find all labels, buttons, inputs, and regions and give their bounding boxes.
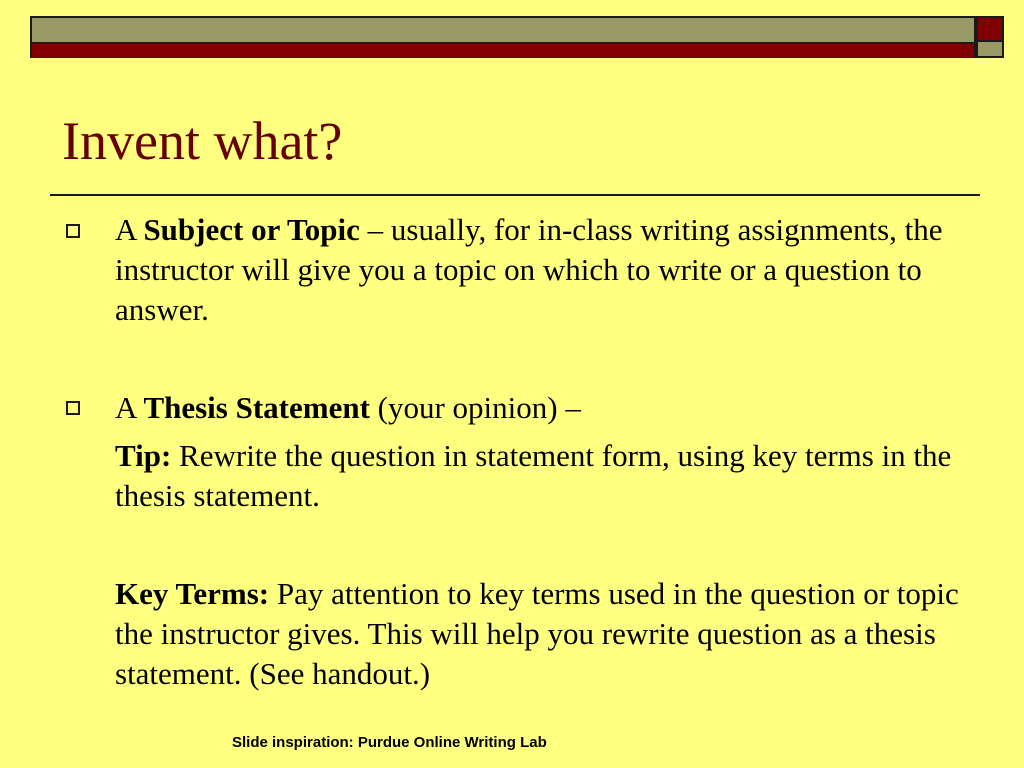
corner-square-top	[976, 16, 1004, 42]
slide-title: Invent what?	[62, 111, 343, 171]
header-band-bottom	[32, 44, 974, 58]
tip-label: Tip:	[115, 438, 172, 473]
title-divider	[50, 194, 980, 196]
bullet-square-icon	[66, 401, 80, 415]
bullet-thesis-statement	[115, 388, 975, 428]
key-terms-label: Key Terms:	[115, 576, 270, 611]
key-terms-paragraph	[115, 574, 975, 694]
bullet1-bold: Subject or Topic	[143, 212, 360, 247]
key-terms-text: Pay attention to key terms used in the question or topic the instructor gives. This will help you rewrite question as a thesis statement. (See handout.)	[115, 576, 959, 691]
tip-paragraph	[115, 436, 975, 516]
corner-square-bottom	[976, 40, 1004, 58]
bullet2-prefix: A	[115, 390, 144, 425]
header-band-top	[32, 18, 974, 44]
bullet-subject-topic	[115, 210, 975, 330]
bullet2-text: (your opinion) –	[369, 390, 581, 425]
bullet1-text: – usually, for in-class writing assignments, the instructor will give you a topic on which to write or a question to answer.	[115, 212, 943, 327]
bullet-square-icon	[66, 224, 80, 238]
bullet1-prefix: A	[115, 212, 144, 247]
footer-credit: Slide inspiration: Purdue Online Writing Lab	[232, 734, 547, 751]
tip-text: Rewrite the question in statement form, using key terms in the thesis statement.	[115, 438, 952, 513]
bullet2-bold: Thesis Statement	[143, 390, 370, 425]
header-band	[30, 16, 976, 58]
